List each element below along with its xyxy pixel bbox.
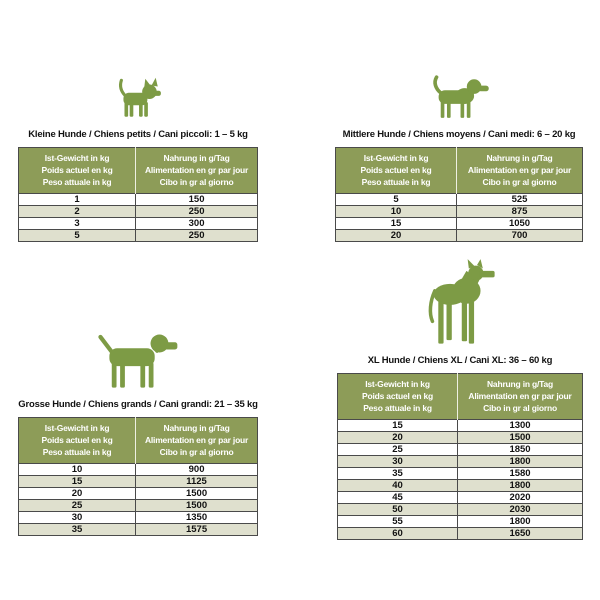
table-cell: 2: [19, 206, 136, 218]
table-row: [338, 444, 583, 456]
table-cell: 1: [19, 194, 136, 206]
table-cell: 40: [338, 480, 458, 492]
table-header-row: [338, 374, 583, 420]
table-cell: 250: [136, 206, 258, 218]
table-cell: 1125: [136, 476, 258, 488]
table-cell: 875: [457, 206, 583, 218]
weight-column-header: Ist-Gewicht in kg Poids actuel en kg Peso attuale in kg: [19, 418, 136, 464]
food-column-header: Nahrung in g/Tag Alimentation en gr par jour Cibo in gr al giorno: [458, 374, 583, 420]
table-cell: 1050: [457, 218, 583, 230]
table-cell: 25: [338, 444, 458, 456]
table-cell: 1650: [458, 528, 583, 540]
table-cell: 5: [19, 230, 136, 242]
table-cell: 20: [338, 432, 458, 444]
table-cell: 1300: [458, 420, 583, 432]
table-row: [19, 500, 258, 512]
table-row: [338, 468, 583, 480]
table-row: [336, 218, 583, 230]
xl-dog-silhouette: [421, 258, 499, 346]
weight-column-header: Ist-Gewicht in kg Poids actuel en kg Peso attuale in kg: [336, 148, 457, 194]
table-cell: 900: [136, 464, 258, 476]
table-cell: 25: [19, 500, 136, 512]
table-cell: 35: [19, 524, 136, 536]
section-title-xl: XL Hunde / Chiens XL / Cani XL: 36 – 60 kg: [367, 355, 553, 366]
small-dog-icon: [18, 72, 258, 120]
table-row: [19, 230, 258, 242]
table-row: [338, 504, 583, 516]
table-cell: 30: [19, 512, 136, 524]
food-column-header: Nahrung in g/Tag Alimentation en gr par jour Cibo in gr al giorno: [136, 418, 258, 464]
table-row: [338, 492, 583, 504]
medium-dog-silhouette: [428, 72, 491, 120]
table-cell: 150: [136, 194, 258, 206]
table-cell: 30: [338, 456, 458, 468]
table-cell: 250: [136, 230, 258, 242]
table-row: [19, 524, 258, 536]
table-cell: 10: [336, 206, 457, 218]
table-row: [338, 528, 583, 540]
table-cell: 1500: [458, 432, 583, 444]
table-header-row: [336, 148, 583, 194]
table-row: [19, 206, 258, 218]
section-xl-dogs: [337, 256, 583, 540]
table-cell: 1800: [458, 456, 583, 468]
table-row: [19, 218, 258, 230]
table-cell: 1575: [136, 524, 258, 536]
table-cell: 700: [457, 230, 583, 242]
table-cell: 2020: [458, 492, 583, 504]
table-cell: 20: [336, 230, 457, 242]
table-cell: 60: [338, 528, 458, 540]
table-cell: 15: [336, 218, 457, 230]
feeding-table-small: [18, 147, 258, 242]
table-cell: 50: [338, 504, 458, 516]
feeding-table-large: [18, 417, 258, 536]
section-large-dogs: [18, 326, 258, 536]
table-row: [338, 516, 583, 528]
table-cell: 5: [336, 194, 457, 206]
medium-dog-icon: [335, 66, 583, 120]
table-row: [19, 512, 258, 524]
table-header-row: [19, 148, 258, 194]
table-cell: 300: [136, 218, 258, 230]
feeding-table-xl: [337, 373, 583, 540]
table-cell: 10: [19, 464, 136, 476]
feeding-table-medium: [335, 147, 583, 242]
table-row: [338, 420, 583, 432]
table-cell: 1500: [136, 500, 258, 512]
section-title-large: Grosse Hunde / Chiens grands / Cani grandi: 21 – 35 kg: [18, 399, 258, 410]
section-title-medium: Mittlere Hunde / Chiens moyens / Cani medi: 6 – 20 kg: [342, 129, 576, 140]
table-row: [338, 432, 583, 444]
section-medium-dogs: [335, 66, 583, 242]
food-column-header: Nahrung in g/Tag Alimentation en gr par jour Cibo in gr al giorno: [457, 148, 583, 194]
table-cell: 1850: [458, 444, 583, 456]
large-dog-silhouette: [96, 328, 180, 390]
food-column-header: Nahrung in g/Tag Alimentation en gr par jour Cibo in gr al giorno: [136, 148, 258, 194]
table-cell: 1800: [458, 480, 583, 492]
table-cell: 1580: [458, 468, 583, 480]
table-cell: 15: [338, 420, 458, 432]
table-row: [336, 206, 583, 218]
weight-column-header: Ist-Gewicht in kg Poids actuel en kg Peso attuale in kg: [19, 148, 136, 194]
table-row: [336, 194, 583, 206]
table-row: [338, 480, 583, 492]
table-row: [338, 456, 583, 468]
table-cell: 20: [19, 488, 136, 500]
table-cell: 3: [19, 218, 136, 230]
section-small-dogs: [18, 72, 258, 242]
table-row: [19, 488, 258, 500]
xl-dog-icon: [337, 256, 583, 346]
table-cell: 45: [338, 492, 458, 504]
table-row: [19, 194, 258, 206]
table-cell: 2030: [458, 504, 583, 516]
table-cell: 35: [338, 468, 458, 480]
table-row: [19, 476, 258, 488]
weight-column-header: Ist-Gewicht in kg Poids actuel en kg Peso attuale in kg: [338, 374, 458, 420]
table-cell: 1350: [136, 512, 258, 524]
table-row: [19, 464, 258, 476]
table-cell: 15: [19, 476, 136, 488]
table-row: [336, 230, 583, 242]
table-cell: 525: [457, 194, 583, 206]
large-dog-icon: [18, 326, 258, 390]
table-cell: 1500: [136, 488, 258, 500]
table-header-row: [19, 418, 258, 464]
table-cell: 55: [338, 516, 458, 528]
table-cell: 1800: [458, 516, 583, 528]
small-dog-silhouette: [112, 76, 164, 120]
section-title-small: Kleine Hunde / Chiens petits / Cani piccoli: 1 – 5 kg: [28, 129, 248, 140]
